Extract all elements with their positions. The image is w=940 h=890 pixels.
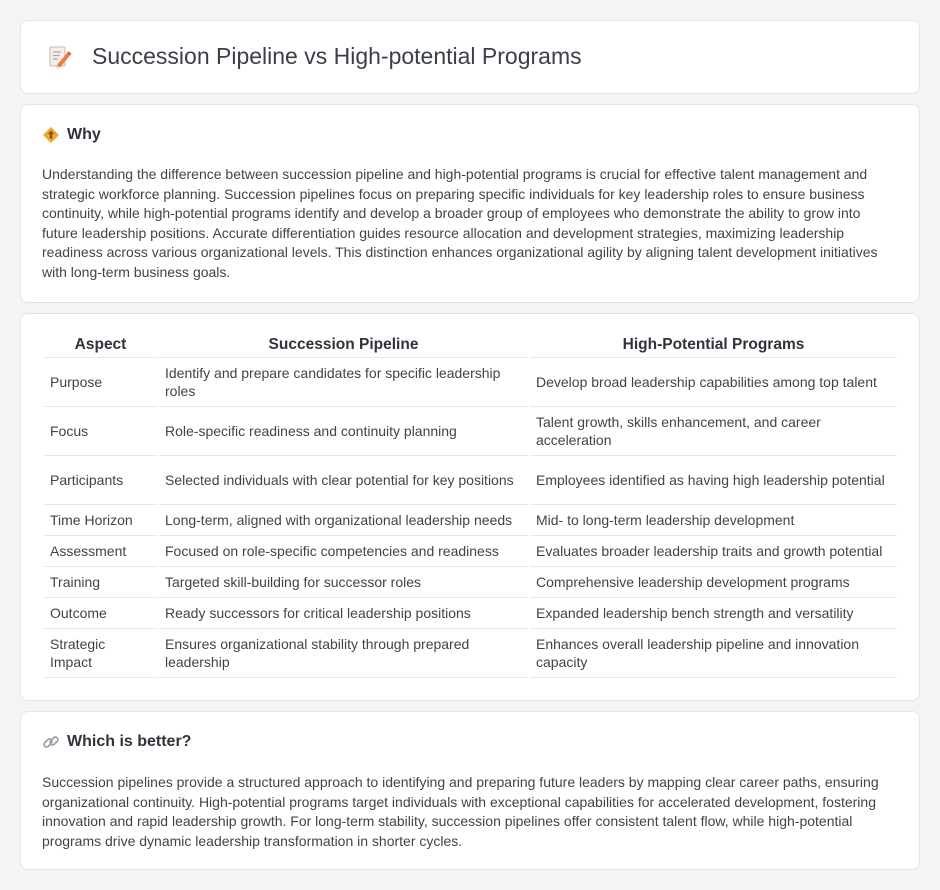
column-header: Succession Pipeline [159, 334, 528, 358]
table-row [44, 629, 897, 678]
succession-cell: Focused on role-specific competencies and readiness [159, 536, 528, 567]
high-potential-cell: Employees identified as having high leadership potential [530, 456, 897, 505]
succession-cell: Ensures organizational stability through prepared leadership [159, 629, 528, 678]
page-title: Succession Pipeline vs High-potential Programs [92, 43, 582, 69]
column-header: Aspect [44, 334, 157, 358]
comparison-table [42, 334, 899, 678]
title-card [20, 20, 920, 94]
high-potential-cell: Mid- to long-term leadership development [530, 505, 897, 536]
why-paragraph: Understanding the difference between succession pipeline and high-potential programs is crucial for effective talent management and strategic workforce planning. Succession pipelines focus on preparing specific individuals for key leadership roles to ensure business continuity, while high-potential programs identify and develop a broader group of employees who demonstrate the ability to grow into future leadership positions. Accurate differentiation guides resource allocation and development strategies, maximizing leadership readiness across various organizational levels. This distinction enhances organizational agility by aligning talent development initiatives with long-term business goals. [42, 166, 878, 280]
high-potential-cell: Evaluates broader leadership traits and growth potential [530, 536, 897, 567]
aspect-cell: Outcome [44, 598, 157, 629]
succession-cell: Ready successors for critical leadership positions [159, 598, 528, 629]
succession-cell: Identify and prepare candidates for specific leadership roles [159, 358, 528, 407]
succession-cell: Targeted skill-building for successor roles [159, 567, 528, 598]
succession-cell: Long-term, aligned with organizational leadership needs [159, 505, 528, 536]
high-potential-cell: Develop broad leadership capabilities among top talent [530, 358, 897, 407]
better-paragraph: Succession pipelines provide a structured approach to identifying and preparing future leaders by mapping clear career paths, ensuring organizational continuity. High-potential programs target individuals with exceptional capabilities for accelerated development, fostering innovation and rapid leadership growth. For long-term stability, succession pipelines offer consistent talent flow, while high-potential programs drive dynamic leadership transformation in shorter cycles. [42, 774, 879, 849]
table-row [44, 598, 897, 629]
succession-cell: Role-specific readiness and continuity planning [159, 407, 528, 456]
why-heading: Why [67, 126, 101, 143]
diamond-arrows-icon [42, 126, 60, 144]
table-header-row [44, 334, 897, 358]
aspect-cell: Time Horizon [44, 505, 157, 536]
why-heading-row [42, 126, 101, 144]
table-row [44, 536, 897, 567]
high-potential-cell: Enhances overall leadership pipeline and innovation capacity [530, 629, 897, 678]
table-row [44, 567, 897, 598]
better-heading: Which is better? [67, 733, 192, 750]
link-icon [42, 733, 60, 751]
column-header: High-Potential Programs [530, 334, 897, 358]
aspect-cell: Participants [44, 456, 157, 505]
aspect-cell: Training [44, 567, 157, 598]
table-row [44, 407, 897, 456]
aspect-cell: Focus [44, 407, 157, 456]
aspect-cell: Purpose [44, 358, 157, 407]
aspect-cell: Strategic Impact [44, 629, 157, 678]
table-row [44, 505, 897, 536]
comparison-card [20, 313, 920, 701]
table-row [44, 456, 897, 505]
title-row [46, 43, 582, 70]
high-potential-cell: Expanded leadership bench strength and versatility [530, 598, 897, 629]
succession-cell: Selected individuals with clear potential for key positions [159, 456, 528, 505]
aspect-cell: Assessment [44, 536, 157, 567]
why-card [20, 104, 920, 303]
better-heading-row [42, 733, 191, 751]
which-better-card [20, 711, 920, 870]
document-pencil-icon [46, 44, 72, 70]
table-row [44, 358, 897, 407]
high-potential-cell: Comprehensive leadership development programs [530, 567, 897, 598]
high-potential-cell: Talent growth, skills enhancement, and career acceleration [530, 407, 897, 456]
